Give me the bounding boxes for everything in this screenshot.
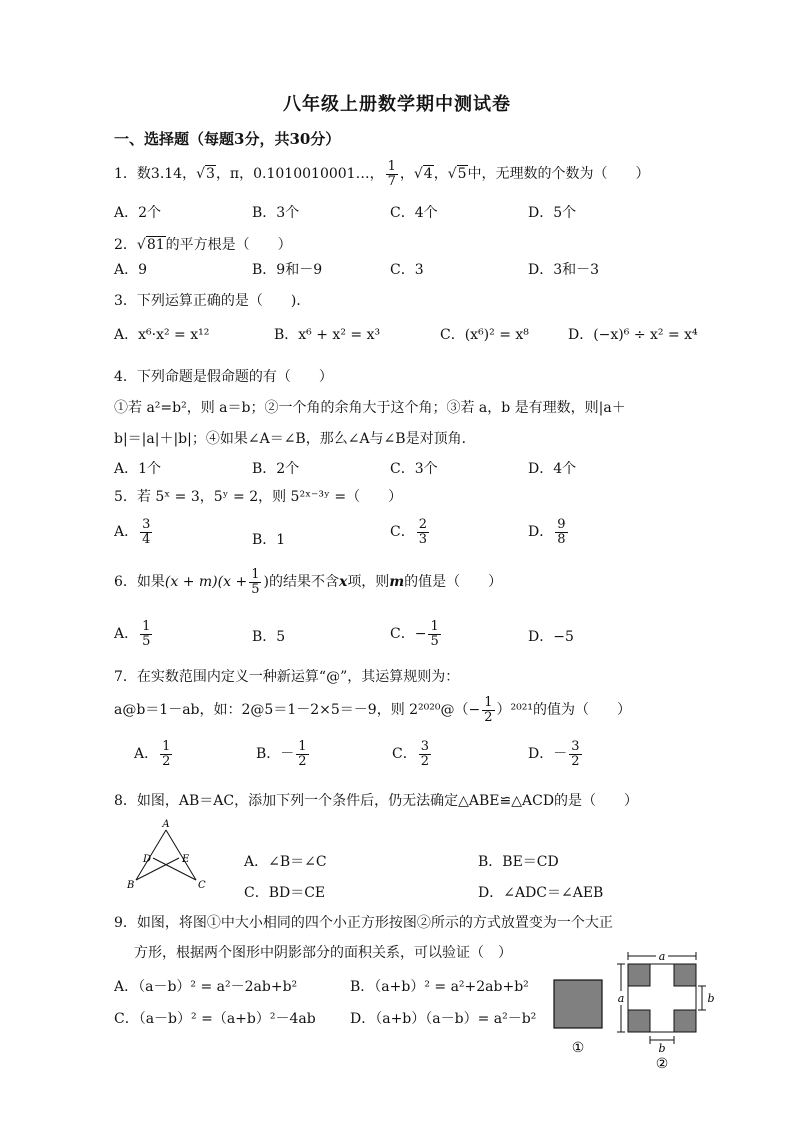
q8-option-b: B．BE＝CD [478,854,559,870]
q6-option-a: A． $\frac{1}{5}$ [114,619,151,649]
sqrt-3: √3 [196,166,215,183]
question-5: 5．若 5ˣ = 3，5ʸ = 2，则 5²ˣ⁻³ʸ =（ ） [114,489,403,505]
label-d: D [143,854,152,865]
q9-option-a: A．（a－b）² = a²－2ab+b² [114,979,298,995]
label-b: B [127,880,135,888]
q2-option-c: C．3 [390,262,424,278]
q5-option-a: A． $\frac{3}{4}$ [114,517,151,547]
q7-option-a: A． $\frac{1}{2}$ [134,739,171,769]
q4-statements-line1: ①若 a²=b²，则 a＝b；②一个角的余角大于这个角；③若 a，b 是有理数，则|a＋ [114,400,626,416]
question-6: 6．如果(x + m)(x + $\frac{1}{5}$ )的结果不含x项，则m的值是（ ） [114,567,503,597]
q3-option-b: B．x⁶ + x² = x³ [274,327,381,343]
q1-option-c: C．4个 [390,205,438,221]
question-7-line1: 7．在实数范围内定义一种新运算“@”，其运算规则为： [114,669,460,685]
frac-1-7: $\frac{1}{7}$ [387,159,396,189]
q8-option-c: C．BD＝CE [244,885,326,901]
svg-text:a: a [658,950,666,963]
q2-option-d: D．3和－3 [528,262,600,278]
q7-option-c: C． $\frac{3}{2}$ [392,739,429,769]
svg-text:b: b [707,992,715,1005]
figure-2-label: ② [655,1056,669,1072]
q6-option-b: B．5 [252,629,286,645]
q3-option-c: C．(x⁶)² = x⁸ [440,327,529,343]
q4-option-a: A．1个 [114,461,162,477]
sqrt-5: √5 [447,166,467,183]
question-4: 4．下列命题是假命题的有（ ） [114,369,333,385]
question-2: 2．√81的平方根是（ ） [114,237,292,253]
svg-text:b: b [658,1042,666,1055]
triangle-figure [122,818,206,888]
q4-statements-line2: b|＝|a|＋|b|；④如果∠A＝∠B，那么∠A与∠B是对顶角． [114,431,476,447]
question-8: 8．如图，AB＝AC，添加下列一个条件后，仍无法确定△ABE≌△ACD的是（ ） [114,793,639,809]
q2-option-a: A．9 [114,262,148,278]
question-9-line2: 方形，根据两个图形中阴影部分的面积关系，可以验证（ ） [134,945,512,961]
q8-option-a: A．∠B＝∠C [244,854,327,870]
section-heading: 一、选择题（每题3分，共30分） [114,130,341,148]
square-figure-1 [552,978,608,1058]
label-c: C [198,880,206,888]
label-e: E [182,854,190,865]
q7-option-b: B．－ $\frac{1}{2}$ [256,739,307,769]
q1-option-b: B．3个 [252,205,300,221]
question-9-line1: 9．如图，将图①中大小相同的四个小正方形按图②所示的方式放置变为一个大正 [114,915,613,931]
q8-option-d: D．∠ADC＝∠AEB [478,885,604,901]
q9-option-b: B．（a+b）² = a²+2ab+b² [350,979,529,995]
page-title: 八年级上册数学期中测试卷 [283,94,511,115]
q1-option-d: D．5个 [528,205,577,221]
q4-option-c: C．3个 [390,461,438,477]
sqrt-81: √81 [136,237,165,253]
q4-option-d: D．4个 [528,461,577,477]
q1-text: 1．数3.14， [114,166,197,183]
q3-option-a: A．x⁶·x² = x¹² [114,327,210,343]
figure-1-label: ① [571,1040,585,1056]
q3-option-d: D．(−x)⁶ ÷ x² = x⁴ [568,327,698,343]
q6-option-d: D．−5 [528,629,574,645]
label-a: A [162,819,170,830]
q6-option-c: C．− $\frac{1}{5}$ [390,619,439,649]
q5-option-c: C． $\frac{2}{3}$ [390,517,427,547]
q9-option-d: D．（a+b）（a－b）= a²－b² [350,1011,537,1027]
question-3: 3．下列运算正确的是（ )． [114,293,311,309]
square-figure-2 [612,948,720,1072]
q4-option-b: B．2个 [252,461,300,477]
sqrt-4: √4 [413,166,433,183]
q7-option-d: D．－ $\frac{3}{2}$ [528,739,580,769]
q9-option-c: C．（a－b）² =（a+b）²－4ab [114,1011,316,1027]
q5-option-d: D． $\frac{9}{8}$ [528,517,566,547]
q5-option-b: B．1 [252,532,286,548]
svg-text:a: a [617,992,625,1005]
question-7-line2: a@b＝1－ab，如：2@5＝1－2×5＝－9，则 2²⁰²⁰@（− $\frac{1}{2}$ ）²⁰²¹的值为（ ） [114,695,631,725]
q1-option-a: A．2个 [114,205,162,221]
q2-option-b: B．9和－9 [252,262,323,278]
question-1: 1．数3.14，√3，π，0.1010010001…， $\frac{1}{7}$ ，√4，√5中，无理数的个数为（ ） [114,159,650,189]
